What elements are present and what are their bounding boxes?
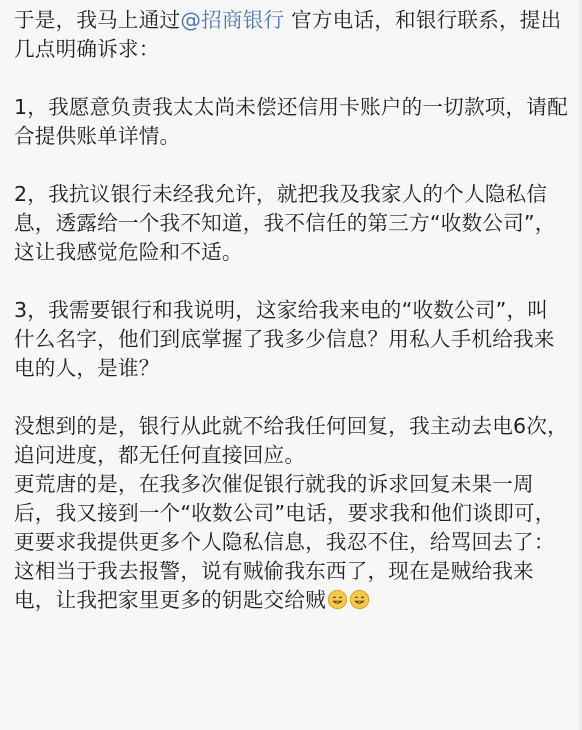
intro-prefix: 于是，我马上通过 — [14, 8, 181, 32]
paragraph-5-text: 更荒唐的是，在我多次催促银行就我的诉求回复未果一周后，我又接到一个“收数公司”电话，要求我和他们谈即可，更要求我提供更多个人隐私信息，我忍不住，给骂回去了：这相当于我去报警，说有贼偷我东西了，现在是贼给我来电，让我把家里更多的钥匙交给贼 — [14, 472, 556, 612]
paragraph-spacer — [14, 64, 568, 93]
point-3: 3，我需要银行和我说明，这家给我来电的“收数公司”，叫什么名字，他们到底掌握了我多少信息？用私人手机给我来电的人，是谁？ — [14, 298, 555, 380]
page-edge — [576, 0, 582, 730]
sweat-smile-icon — [327, 589, 348, 610]
point-2: 2，我抗议银行未经我允许，就把我及我家人的个人隐私信息，透露给一个我不知道，我不信任的第三方“收数公司”，这让我感觉危险和不适。 — [14, 182, 556, 264]
intro-suffix: 官方电话，和银行联系，提出几点明确诉求： — [14, 8, 562, 61]
mention-link[interactable]: @招商银行 — [180, 8, 285, 32]
paragraph-spacer — [14, 383, 568, 412]
sweat-smile-icon — [349, 589, 370, 610]
intro-paragraph — [14, 6, 568, 64]
paragraph-5 — [14, 470, 568, 615]
paragraph-spacer — [14, 151, 568, 180]
point-1: 1，我愿意负责我太太尚未偿还信用卡账户的一切款项，请配合提供账单详情。 — [14, 95, 568, 148]
paragraph-spacer — [14, 267, 568, 296]
paragraph-4: 没想到的是，银行从此就不给我任何回复，我主动去电6次，追问进度，都无任何直接回应。 — [14, 414, 568, 467]
